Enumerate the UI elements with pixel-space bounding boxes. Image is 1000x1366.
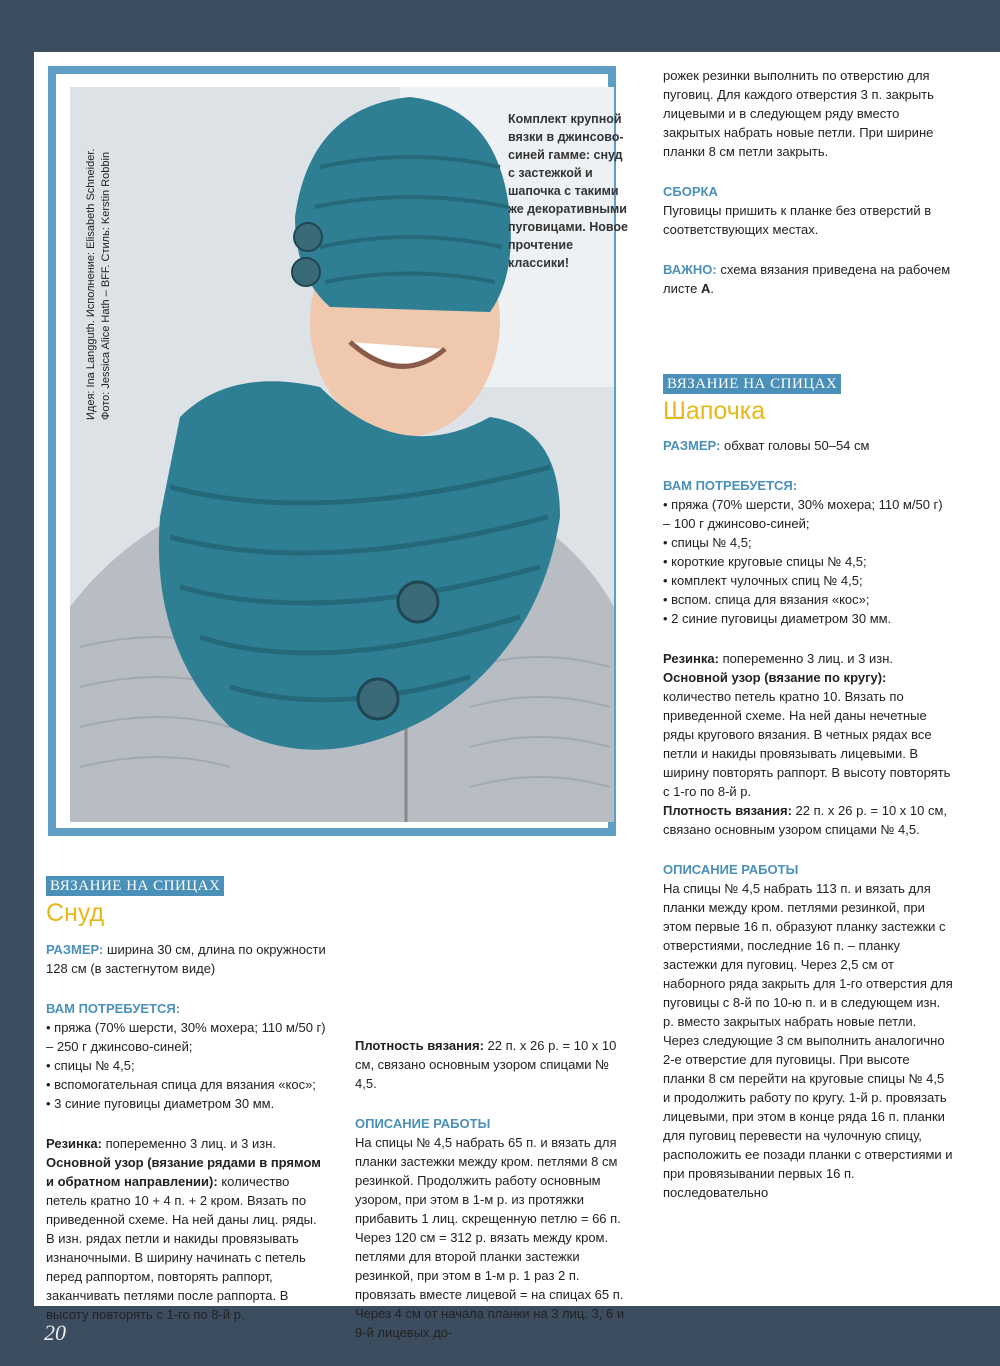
snood-size-text: ширина 30 см, длина по окружности 128 см (в застегнутом виде) [46,942,326,976]
hat-size-label: РАЗМЕР: [663,438,721,453]
snood-density-text: 22 п. х 26 р. = 10 х 10 см, связано основным узором спицами № 4,5. [355,1038,617,1091]
hat-banner: ВЯЗАНИЕ НА СПИЦАХ [663,374,841,394]
hat-need-item: • комплект чулочных спиц № 4,5; [663,573,863,588]
snood-need-item: • пряжа (70% шерсти, 30% мохера; 110 м/50 г) – 250 г джинсово-синей; [46,1020,326,1054]
hat-need-item: • пряжа (70% шерсти, 30% мохера; 110 м/50 г) – 100 г джинсово-синей; [663,497,943,531]
snood-main-text: количество петель кратно 10 + 4 п. + 2 кром. Вязать по приведенной схеме. На ней даны лиц. ряды. В изн. рядах петли и накиды провязывать изнаночными. В ширину начинать с петель перед раппортом, повторять раппорт, заканчивать петлями после раппорта. В высоту повторять с 1-го по 8-й р. [46,1174,317,1322]
snood-rib-label: Резинка: [46,1136,102,1151]
snood-rib [46,1134,328,1153]
snood-needs-label: ВАМ ПОТРЕБУЕТСЯ: [46,1001,181,1016]
snood-important-sheet: А [701,281,711,296]
page-number: 20 [44,1320,66,1345]
snood-banner: ВЯЗАНИЕ НА СПИЦАХ [46,876,224,896]
hat-main-text: количество петель кратно 10. Вязать по приведенной схеме. На ней даны нечетные ряды кругового вязания. В четных рядах все петли и накиды провязывать лицевыми. В ширину повторять раппорт. В высоту повторять с 1-го по 8-й р. [663,689,951,799]
hat-density [663,801,953,839]
hat-title: Шапочка [663,397,766,425]
snood-assembly-label: СБОРКА [663,184,718,199]
hat-size [663,436,953,455]
snood-need-item: • 3 синие пуговицы диаметром 30 мм. [46,1096,275,1111]
hat-rib-text: попеременно 3 лиц. и 3 изн. [722,651,894,666]
hat-main-label: Основной узор (вязание по кругу): [663,670,887,685]
snood-important-text: схема вязания приведена на рабочем листе [663,262,951,296]
snood-desc-text: На спицы № 4,5 набрать 65 п. и вязать для планки застежки между кром. петлями 8 см резинкой. Продолжить работу основным узором, при этом в 1-м р. из протяжки прибавить 1 лиц. скрещенную петлю = 66 п. Через 120 см = 312 р. вязать между кром. петлями для второй планки застежки резинкой, при этом в 1-м р. 1 раз 2 п. провязать вместе лицевой = на спицах 65 п. Через 4 см от начала планки на 3 лиц. 3, 6 и 9-й лицевых до- [355,1135,625,1340]
snood-column-2 [355,1036,633,1342]
snood-density-label: Плотность вязания: [355,1038,484,1053]
snood-title: Снуд [46,899,105,927]
snood-important-label: ВАЖНО: [663,262,717,277]
hat-rib-label: Резинка: [663,651,719,666]
hat-need-item: • 2 синие пуговицы диаметром 30 мм. [663,611,892,626]
snood-rib-text: попеременно 3 лиц. и 3 изн. [105,1136,277,1151]
hat-need-item: • спицы № 4,5; [663,535,752,550]
hat-size-text: обхват головы 50–54 см [724,438,870,453]
credits-line-1: Идея: Ina Langguth. Исполнение: Elisabeth Schneider. [85,148,97,420]
photo-caption: Комплект крупной вязки в джинсово-синей гамме: снуд с застежкой и шапочка с такими же декоративными пуговицами. Новое прочтение классики! [508,112,628,270]
snood-size-label: РАЗМЕР: [46,942,104,957]
hat-rib [663,649,953,668]
photo-credits [84,80,114,420]
snood-important: ВАЖНО: схема вязания приведена на рабочем листе А. [663,262,951,296]
hat-desc-label: ОПИСАНИЕ РАБОТЫ [663,862,799,877]
hat-needs-label: ВАМ ПОТРЕБУЕТСЯ: [663,478,798,493]
snood-column-1 [46,876,328,1324]
snood-size [46,940,328,978]
hat-main-pattern [663,668,953,801]
snood-main-label: Основной узор (вязание рядами в прямом и обратном направлении): [46,1155,321,1189]
snood-desc-label: ОПИСАНИЕ РАБОТЫ [355,1116,491,1131]
hat-column [663,374,953,1202]
hat-density-label: Плотность вязания: [663,803,792,818]
hat-need-item: • короткие круговые спицы № 4,5; [663,554,867,569]
hat-density-text: 22 п. х 26 р. = 10 х 10 см, связано основным узором спицами № 4,5. [663,803,948,837]
snood-need-item: • спицы № 4,5; [46,1058,135,1073]
snood-main-pattern [46,1153,328,1324]
snood-density [355,1036,633,1093]
hat-desc-text: На спицы № 4,5 набрать 113 п. и вязать для планки между кром. петлями резинкой, при этом первые 16 п. образуют планку застежки с отверстиями, последние 16 п. – планку застежки для пуговиц. Через 2,5 см от наборного ряда закрыть для 1-го отверстия для пуговицы с 8-й по 10-ю п. и в следующем изн. р. вместо закрытых набрать новые петли. Через следующие 3 см выполнить аналогично 2-е отверстие для пуговицы. При высоте планки 8 см перейти на круговые спицы № 4,5 и продолжить работу по кругу. 1-й р. провязать лицевыми, при этом в конце ряда 16 п. планки для пуговиц перевести на чулочную спицу, расположить ее позади планки с отверстиями и при провязывании первых 16 п. последовательно [663,881,953,1200]
snood-assembly-text: Пуговицы пришить к планке без отверстий в соответствующих местах. [663,203,932,237]
snood-continuation [663,66,953,298]
snood-need-item: • вспомогательная спица для вязания «кос»; [46,1077,316,1092]
credits-line-2: Фото: Jessica Alice Hath – BFF. Стиль: Kerstin Robbin [100,151,112,420]
snood-cont-text: рожек резинки выполнить по отверстию для пуговиц. Для каждого отверстия 3 п. закрыть лицевыми и в следующем ряду вместо закрытых набрать новые петли. При ширине планки 8 см петли закрыть. [663,68,934,159]
hat-need-item: • вспом. спица для вязания «кос»; [663,592,870,607]
